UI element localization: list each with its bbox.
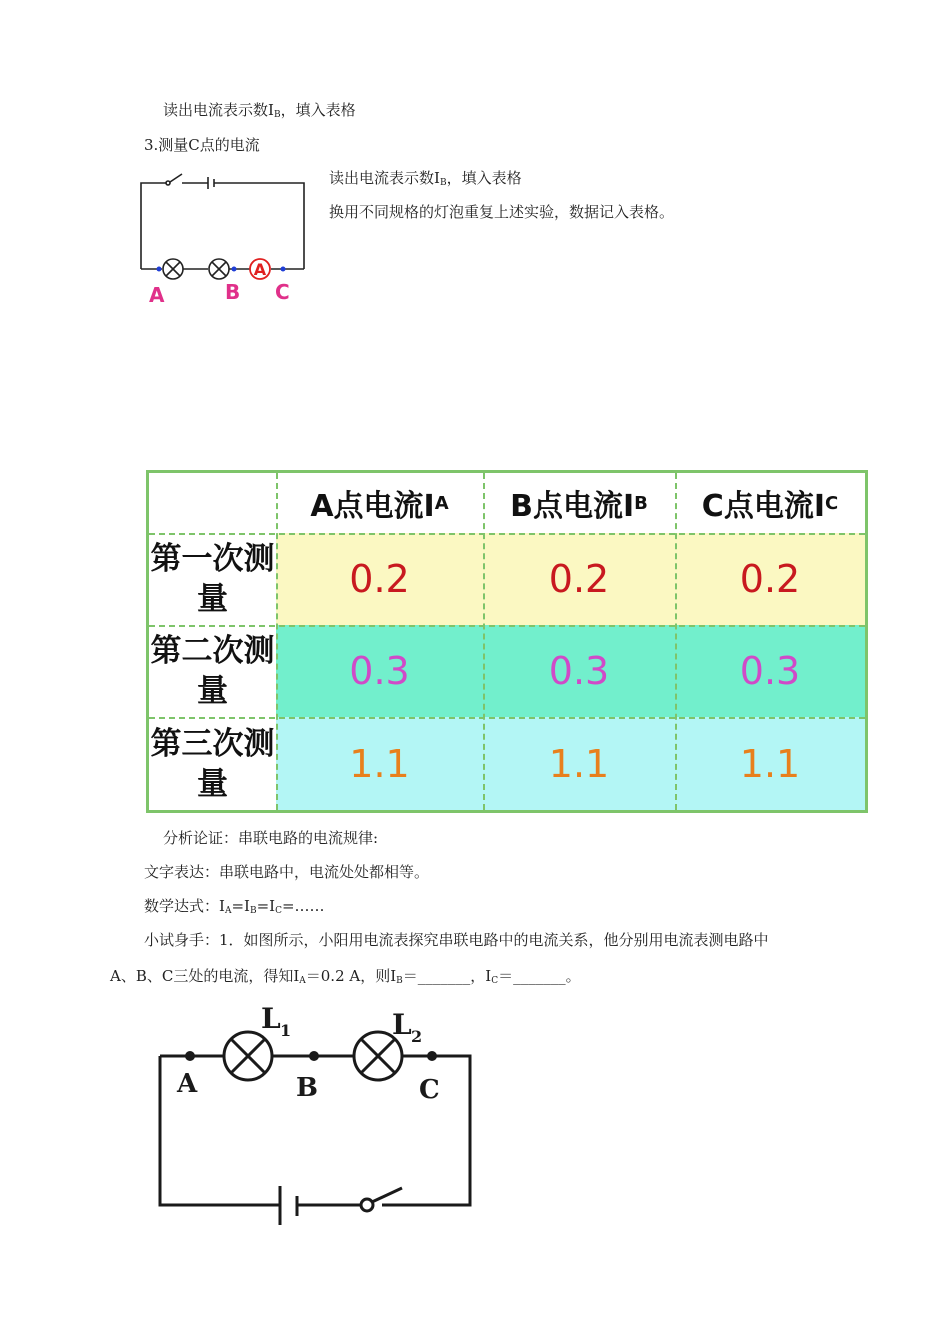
current-measurement-table [146,470,868,813]
repeat-experiment-line: 换用不同规格的灯泡重复上述实验，数据记入表格。 [329,203,675,221]
ammeter-symbol: A [253,260,267,279]
table-row [149,625,865,717]
practice-line-2: A、B、C三处的电流，得知$I_A=0.2$ A，则$I_B=\_\_\_\_\_\_\_$，$I_C=\_\_\_\_\_\_\_$。 [110,967,581,986]
cell-2-c: 0.3 [739,649,801,693]
label-a: A [149,283,165,307]
label-a: A [177,1069,198,1099]
cell-3-a: 1.1 [349,741,410,786]
practice-line-1: 小试身手：1．如图所示，小阳用电流表探究串联电路中的电流关系，他分别用电流表测电路中 [144,931,769,949]
cell-1-c: 0.2 [739,557,801,601]
grid-line [149,533,865,535]
row-label-2: 第二次测量 [149,625,276,717]
lamp-l1-label: L [261,1002,281,1035]
lamp-l1-sub: 1 [280,1021,292,1040]
cell-3-b: 1.1 [548,741,610,786]
header-b: B点电流I B [510,489,648,524]
lamp-l2-sub: 2 [411,1027,423,1046]
label-b: B [225,280,241,304]
step-3-heading: 3.测量C点的电流 [144,136,260,154]
grid-line [149,625,865,627]
read-current-c-line: 读出电流表示数$I_B$，填入表格 [329,169,522,188]
table-header-row [149,473,865,533]
read-current-line: 读出电流表示数$I_B$，填入表格 [163,101,356,120]
header-c: C点电流I C [701,489,839,524]
cell-2-a: 0.3 [349,649,410,693]
corner-cell [149,473,276,533]
table-row [149,717,865,810]
words-line: 文字表达：串联电路中，电流处处都相等。 [144,863,430,881]
grid-line [675,473,677,810]
math-line: 数学达式：$I_A=I_B=I_C=\dots\dots$ [144,897,325,916]
cell-1-a: 0.2 [349,557,410,601]
grid-line [483,473,485,810]
cell-2-b: 0.3 [548,649,610,693]
circuit-diagram-c [136,170,316,310]
label-c: C [275,280,290,304]
row-label-1: 第一次测量 [149,533,276,625]
label-b: B [296,1073,318,1103]
grid-line [149,717,865,719]
cell-3-c: 1.1 [739,741,801,786]
header-a: A点电流I A [310,489,449,524]
cell-1-b: 0.2 [548,557,610,601]
label-c: C [419,1075,440,1105]
analysis-line: 分析论证：串联电路的电流规律: [163,829,379,847]
row-label-3: 第三次测量 [149,717,276,810]
lamp-l2-label: L [392,1008,412,1041]
series-circuit-diagram [140,1000,485,1240]
table-row [149,533,865,625]
grid-line [276,473,278,810]
